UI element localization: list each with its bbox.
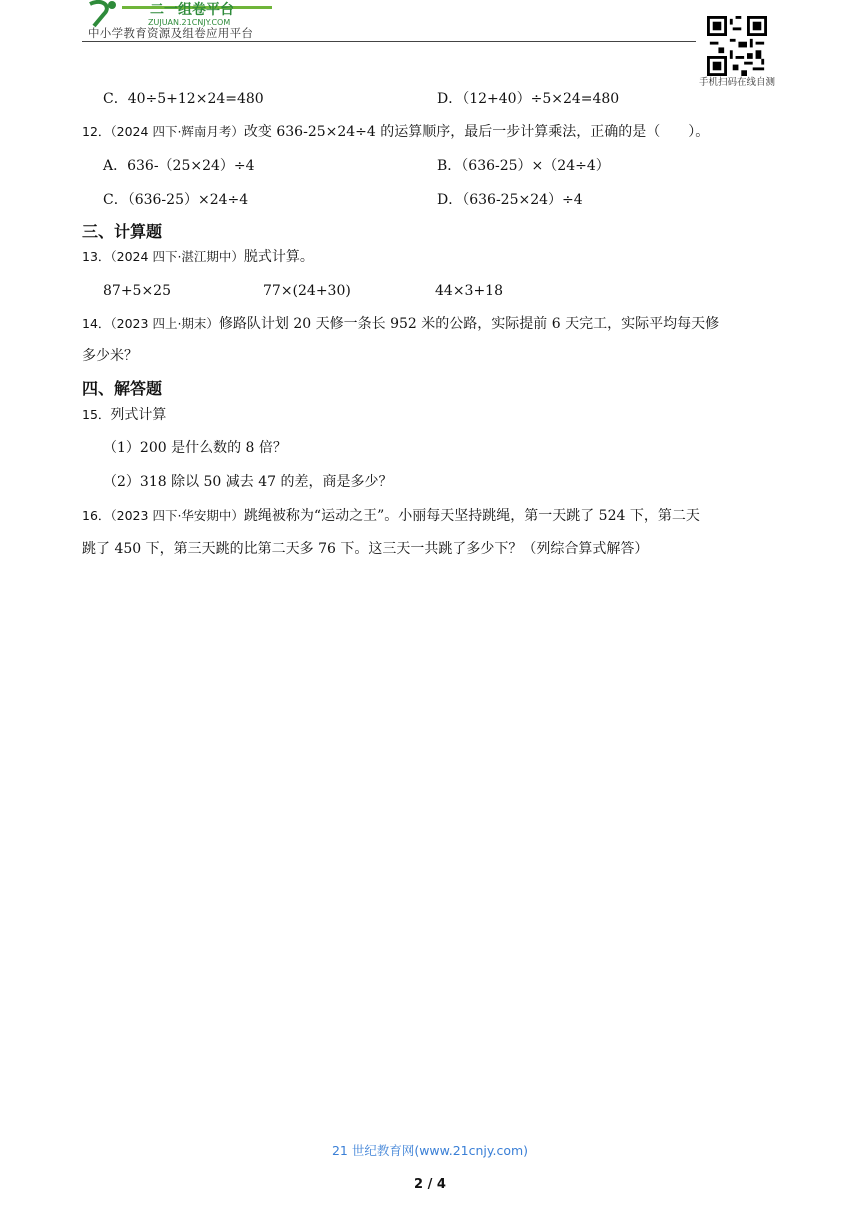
question-text: 改变 636-25×24÷4 的运算顺序，最后一步计算乘法，正确的是（ ）。 [243,124,710,140]
question-text: 脱式计算。 [243,249,314,265]
question-13 [82,247,314,267]
logo-text: 二一组卷平台 [150,2,234,18]
qr-code-icon [707,16,767,76]
question-16 [82,506,700,526]
question-number: 12． [82,124,111,139]
question-12 [82,122,709,142]
qr-caption: 手机扫码在线自测 [699,77,776,88]
q13-expression-2: 77×(24+30) [263,283,351,299]
q11-option-c: C．40÷5+12×24=480 [103,91,264,107]
question-number: 13． [82,249,111,264]
question-number: 16． [82,508,111,523]
q12-option-a: A．636-（25×24）÷4 [103,158,255,174]
site-logo [82,0,282,28]
question-source: （2023 四下·华安期中） [110,508,244,523]
page-number: 2 / 4 [414,1177,446,1192]
section-heading-solve: 四、解答题 [82,379,163,398]
section-heading-calc: 三、计算题 [82,222,163,241]
platform-label: 中小学教育资源及组卷应用平台 [88,26,254,40]
question-15 [82,405,166,425]
question-14 [82,314,719,334]
q13-expression-3: 44×3+18 [435,283,503,299]
logo-url: ZUJUAN.21CNJY.COM [148,18,231,27]
q12-option-b: B．（636-25）×（24÷4） [437,158,610,174]
question-source: （2024 四下·湛江期中） [110,249,244,264]
question-source: （2023 四上·期末） [110,316,219,331]
question-number: 14． [82,316,111,331]
footer-site-link[interactable]: 21 世纪教育网(www.21cnjy.com) [331,1143,529,1158]
question-text: 修路队计划 20 天修一条长 952 米的公路，实际提前 6 天完工，实际平均每天修 [218,316,720,332]
q15-sub-2: （2）318 除以 50 减去 47 的差，商是多少？ [103,474,393,490]
q13-expression-1: 87+5×25 [103,283,171,299]
question-number: 15． [82,407,111,422]
question-source: （2024 四下·辉南月考） [110,124,244,139]
q11-option-d: D．（12+40）÷5×24=480 [437,91,620,107]
question-text: 列式计算 [110,407,167,423]
question-text: 跳绳被称为“运动之王”。小丽每天坚持跳绳，第一天跳了 524 下，第二天 [243,508,700,524]
q12-option-c: C．（636-25）×24÷4 [103,192,249,208]
q15-sub-1: （1）200 是什么数的 8 倍？ [103,440,287,456]
header-divider [82,41,696,42]
q12-option-d: D．（636-25×24）÷4 [437,192,583,208]
question-16-cont: 跳了 450 下，第三天跳的比第二天多 76 下。这三天一共跳了多少下？（列综合算式解答） [82,541,649,557]
question-14-cont: 多少米？ [82,348,138,364]
